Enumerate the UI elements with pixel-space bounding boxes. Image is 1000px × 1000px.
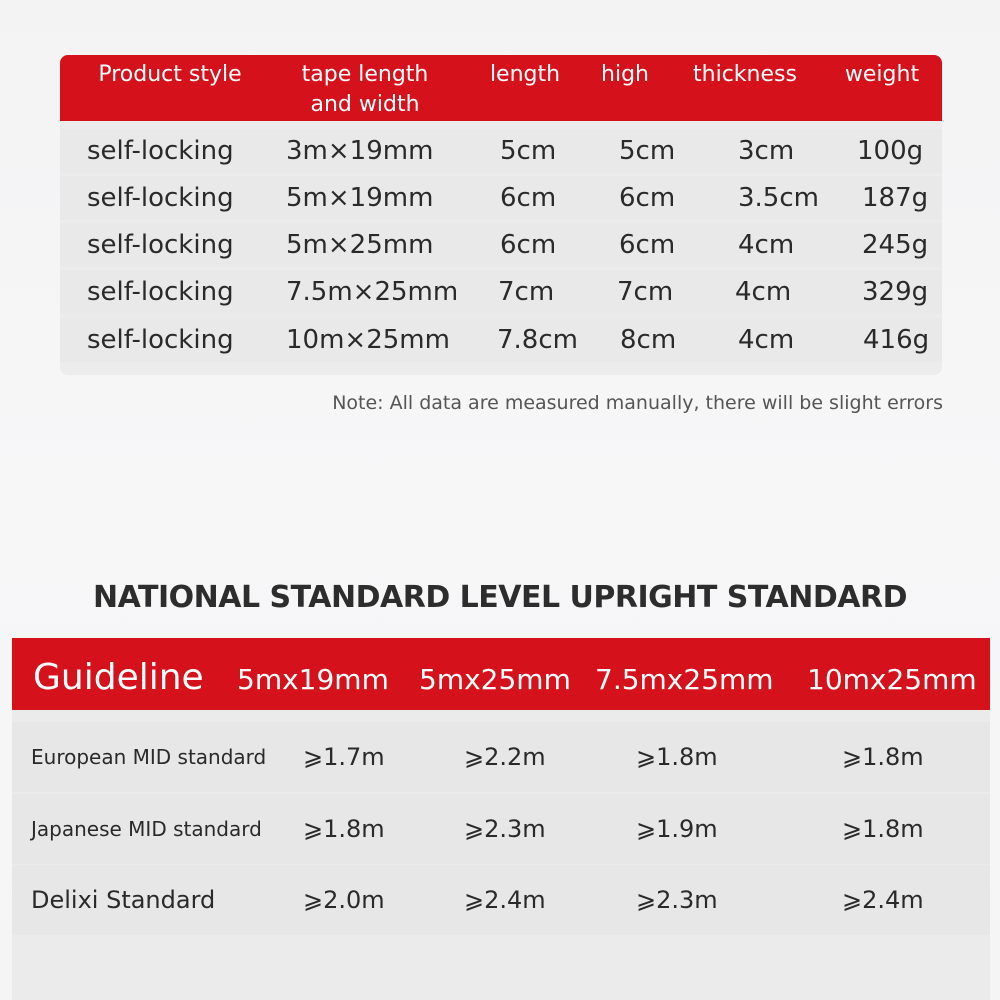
spec-table-header: [60, 55, 942, 121]
table-row: [60, 129, 942, 173]
cell-length: 7.8cm: [497, 325, 578, 355]
measurement-note: Note: All data are measured manually, there will be slight errors: [332, 392, 943, 414]
spec-table: [60, 55, 942, 375]
header-5mx25mm: 5mx25mm: [419, 663, 571, 696]
cell-thickness: 4cm: [738, 325, 795, 355]
cell-weight: 245g: [862, 230, 929, 260]
header-guideline: Guideline: [33, 657, 204, 698]
table-row: [12, 865, 990, 935]
cell-standard-name: Japanese MID standard: [31, 817, 262, 841]
cell-value: ⩾2.3m: [464, 815, 546, 843]
cell-weight: 329g: [862, 277, 929, 307]
cell-value: ⩾1.8m: [636, 743, 718, 771]
header-5mx19mm: 5mx19mm: [237, 663, 389, 696]
cell-value: ⩾1.8m: [303, 815, 385, 843]
table-row: [60, 318, 942, 362]
cell-value: ⩾2.3m: [636, 886, 718, 914]
header-tape-length-width: tape length and width: [301, 62, 429, 117]
cell-thickness: 3cm: [738, 136, 795, 166]
cell-length: 7cm: [498, 277, 555, 307]
cell-value: ⩾2.2m: [464, 743, 546, 771]
cell-value: ⩾2.4m: [842, 886, 924, 914]
section-title: NATIONAL STANDARD LEVEL UPRIGHT STANDARD: [93, 580, 907, 615]
cell-product-style: self-locking: [87, 277, 234, 307]
table-row: [60, 176, 942, 220]
header-weight: weight: [844, 62, 920, 87]
cell-high: 7cm: [617, 277, 674, 307]
cell-value: ⩾1.9m: [636, 815, 718, 843]
cell-tape-size: 10m×25mm: [286, 325, 450, 355]
cell-thickness: 4cm: [738, 230, 795, 260]
cell-weight: 416g: [863, 325, 930, 355]
cell-tape-size: 5m×25mm: [286, 230, 434, 260]
cell-tape-size: 5m×19mm: [286, 183, 434, 213]
header-high: high: [601, 62, 649, 87]
header-thickness: thickness: [693, 62, 797, 87]
cell-standard-name: European MID standard: [31, 745, 267, 769]
cell-high: 6cm: [619, 183, 676, 213]
cell-weight: 100g: [857, 136, 924, 166]
cell-tape-size: 7.5m×25mm: [286, 277, 459, 307]
cell-length: 6cm: [500, 230, 557, 260]
cell-product-style: self-locking: [87, 325, 234, 355]
table-row: [12, 722, 990, 792]
cell-product-style: self-locking: [87, 230, 234, 260]
cell-high: 8cm: [620, 325, 677, 355]
standard-table: [12, 638, 990, 1000]
cell-standard-name: Delixi Standard: [31, 886, 216, 914]
standard-table-header: [12, 638, 990, 710]
cell-value: ⩾1.7m: [303, 743, 385, 771]
header-10mx25mm: 10mx25mm: [807, 663, 977, 696]
cell-value: ⩾2.0m: [303, 886, 385, 914]
cell-length: 5cm: [500, 136, 557, 166]
cell-product-style: self-locking: [87, 136, 234, 166]
cell-thickness: 4cm: [735, 277, 792, 307]
table-row: [60, 223, 942, 267]
cell-thickness: 3.5cm: [738, 183, 819, 213]
cell-value: ⩾1.8m: [842, 743, 924, 771]
cell-value: ⩾1.8m: [842, 815, 924, 843]
header-7-5mx25mm: 7.5mx25mm: [595, 663, 774, 696]
cell-weight: 187g: [862, 183, 929, 213]
header-length: length: [489, 62, 561, 87]
cell-high: 5cm: [619, 136, 676, 166]
cell-length: 6cm: [500, 183, 557, 213]
table-row: [60, 270, 942, 314]
table-row: [12, 794, 990, 864]
cell-value: ⩾2.4m: [464, 886, 546, 914]
header-product-style: Product style: [98, 62, 242, 87]
cell-product-style: self-locking: [87, 183, 234, 213]
cell-tape-size: 3m×19mm: [286, 136, 434, 166]
cell-high: 6cm: [619, 230, 676, 260]
